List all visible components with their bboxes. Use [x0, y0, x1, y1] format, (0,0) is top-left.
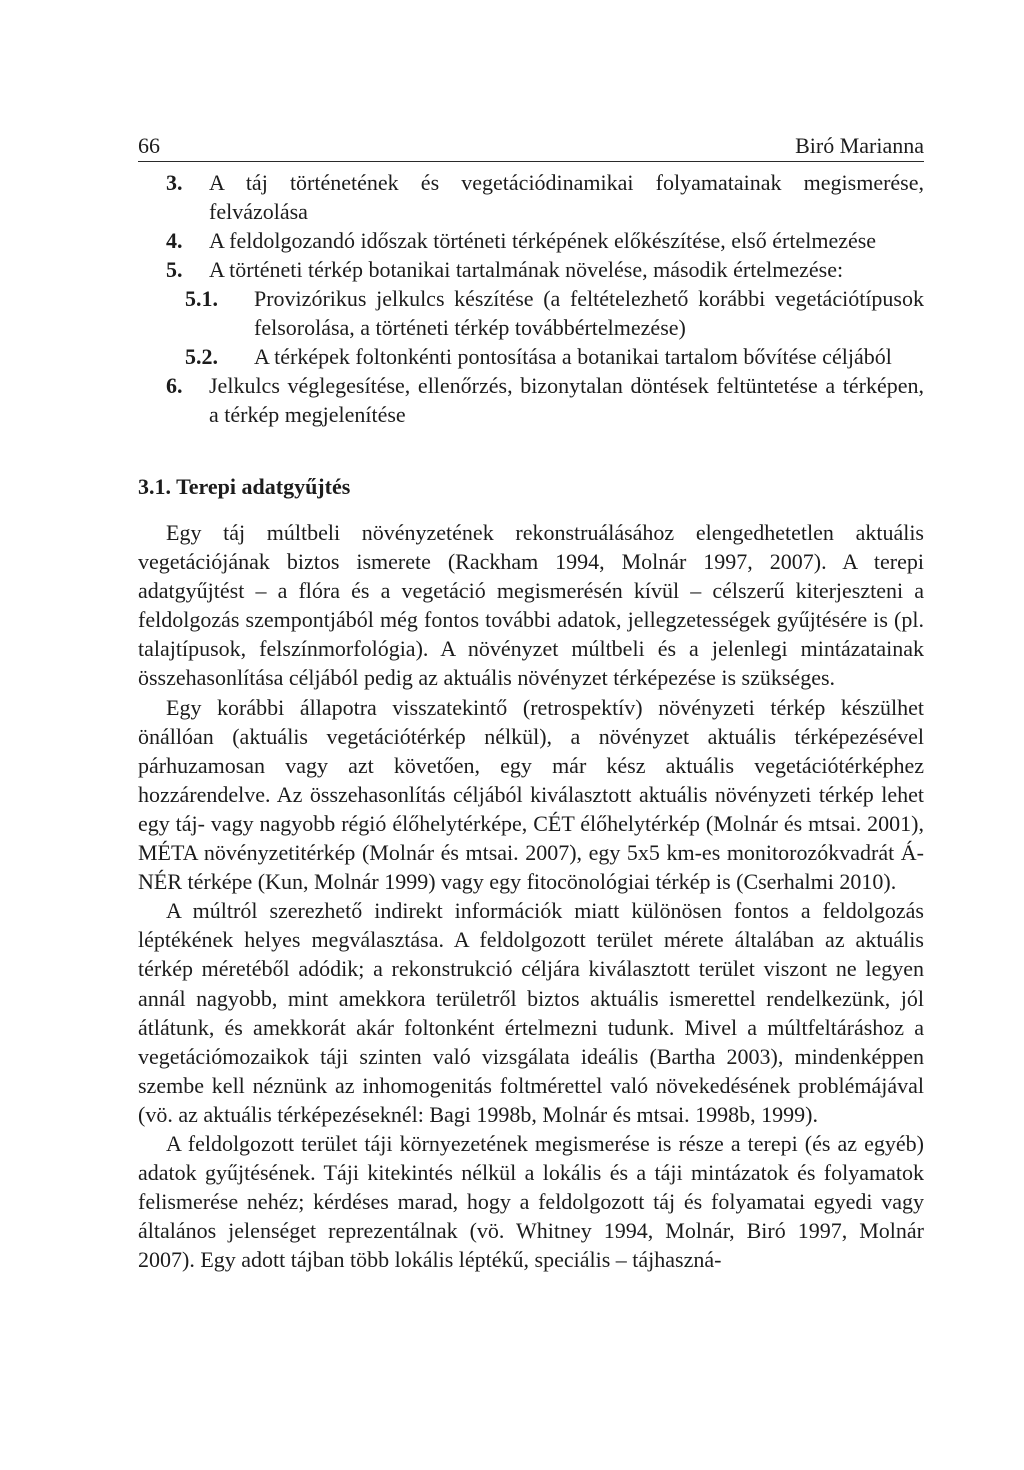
list-item-text: Provizórikus jelkulcs készítése (a feltételezhető korábbi vegetációtípusok felsorolása, a történeti térkép továbbértelmezése)	[254, 286, 924, 340]
list-item-number: 5.1.	[185, 286, 218, 311]
paragraph: Egy táj múltbeli növényzetének rekonstruálásához elengedhetetlen aktuális vegetációjának biztos ismerete (Rackham 1994, Molnár 1997, 2007). A terepi adatgyűjtést – a flóra és a vegetáció megismerésén kívül – célszerű kiterjeszteni a feldolgozás szempontjából még fontos további adatok, jellegzetességek gyűjtésére is (pl. talajtípusok, felszínmorfológia). A növényzet múltbeli és a jelenlegi mintázatainak összehasonlítása céljából pedig az aktuális növényzet térképezése is szükséges.	[138, 520, 924, 691]
list-subitem	[138, 342, 924, 371]
list-item-number: 5.2.	[185, 344, 218, 369]
paragraph: A múltról szerezhető indirekt információk miatt különösen fontos a feldolgozás léptékének helyes megválasztása. A feldolgozott terület mérete általában az aktuális térkép méretéből adódik; a rekonstrukció céljára kiválasztott terület viszont ne legyen annál nagyobb, mint amekkora területről biztos aktuális ismerettel rendelkezünk, jól átlátunk, és amekkorát akár foltonként értelmezni tudunk. Mivel a múltfeltáráshoz a vegetációmozaikok táji szinten való vizsgálata ideális (Bartha 2003), mindenképpen szembe kell néznünk az inhomogenitás foltmérettel való növekedésének problémájával (vö. az aktuális térképezéseknél: Bagi 1998b, Molnár és mtsai. 1998b, 1999).	[138, 898, 924, 1127]
list-subitem	[138, 284, 924, 342]
list-item-text: A térképek foltonkénti pontosítása a botanikai tartalom bővítése céljából	[254, 344, 892, 369]
list-item-text: A táj történetének és vegetációdinamikai folyamatainak megismerése, felvázolása	[209, 170, 924, 224]
list-item	[138, 371, 924, 429]
list-item-number: 3.	[166, 170, 183, 195]
running-author: Biró Marianna	[795, 133, 924, 158]
step-list	[138, 168, 924, 429]
paragraph: A feldolgozott terület táji környezetének megismerése is része a terepi (és az egyéb) adatok gyűjtésének. Táji kitekintés nélkül a lokális és a táji mintázatok és folyamatok felismerése nehéz; kérdéses marad, hogy a feldolgozott táj és folyamatai egyedi vagy általános jelenséget reprezentálnak (vö. Whitney 1994, Molnár, Biró 1997, Molnár 2007). Egy adott tájban több lokális léptékű, speciális – tájhaszná-	[138, 1130, 924, 1273]
list-item-number: 6.	[166, 373, 183, 398]
list-item-number: 5.	[166, 257, 183, 282]
list-item-text: Jelkulcs véglegesítése, ellenőrzés, bizonytalan döntések feltüntetése a térképen, a térkép megjelenítése	[209, 373, 924, 427]
list-item-text: A feldolgozandó időszak történeti térképének előkészítése, első értelmezése	[209, 228, 877, 253]
list-item-number: 4.	[166, 228, 183, 253]
paragraph: Egy korábbi állapotra visszatekintő (retrospektív) növényzeti térkép készülhet önállóan (aktuális vegetációtérkép nélkül), a növényzet aktuális térképezésével párhuzamosan vagy azt követően, egy már kész aktuális vegetációtérképhez hozzárendelve. Az összehasonlítás céljából kiválasztott aktuális növényzeti térkép lehet egy táj- vagy nagyobb régió élőhelytérképe, CÉT élőhelytérkép (Molnár és mtsai. 2001), MÉTA növényzetitérkép (Molnár és mtsai. 2007), egy 5x5 km-es monitorozókvadrát Á-NÉR térképe (Kun, Molnár 1999) vagy egy fitocönológiai térkép is (Cserhalmi 2010).	[138, 694, 924, 895]
list-item	[138, 255, 924, 284]
body-text	[138, 518, 924, 1274]
list-item	[138, 226, 924, 255]
list-item	[138, 168, 924, 226]
running-header	[138, 131, 924, 162]
list-item-text: A történeti térkép botanikai tartalmának növelése, második értelmezése:	[209, 257, 844, 282]
page-number: 66	[138, 133, 160, 158]
section-heading: 3.1. Terepi adatgyűjtés	[138, 474, 351, 499]
